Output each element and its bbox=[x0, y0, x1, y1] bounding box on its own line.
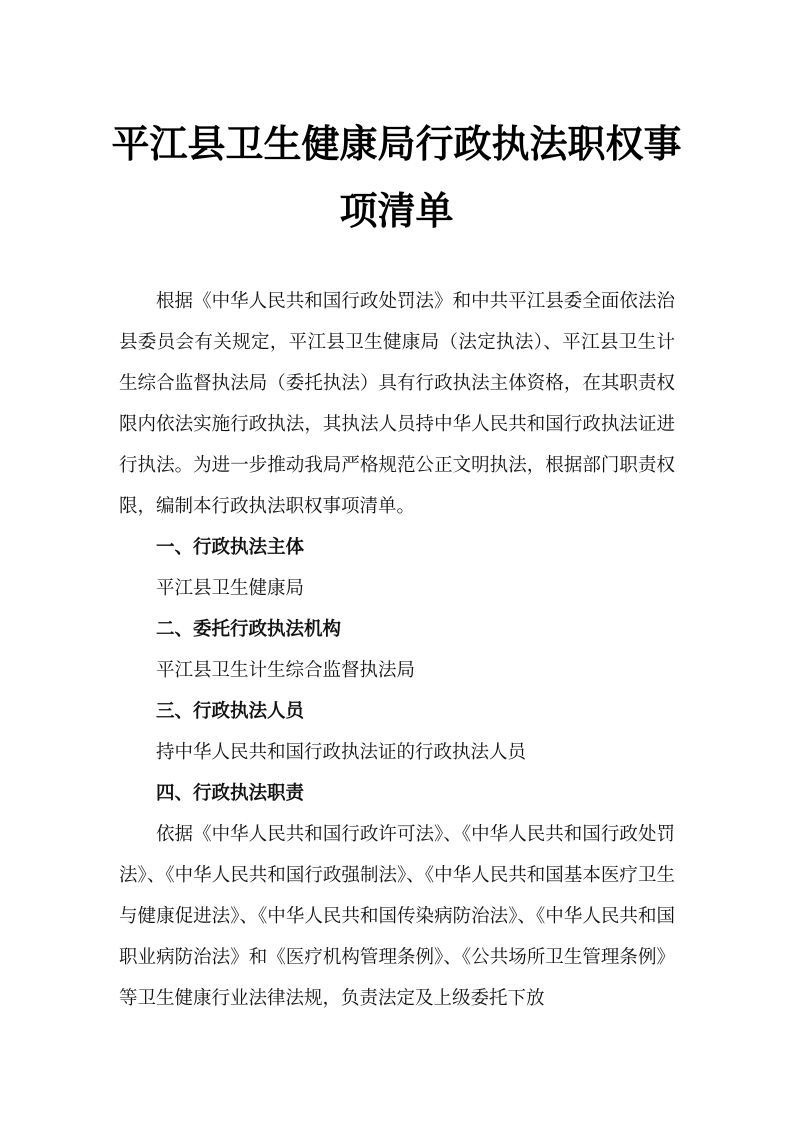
section-heading-personnel: 三、行政执法人员 bbox=[156, 701, 305, 722]
document-title-line-2: 项清单 bbox=[339, 189, 454, 233]
section-heading-entrusted-agency: 二、委托行政执法机构 bbox=[156, 619, 342, 640]
section-text-personnel: 持中华人民共和国行政执法证的行政执法人员 bbox=[156, 742, 527, 763]
section-heading-duties: 四、行政执法职责 bbox=[156, 783, 305, 804]
section-text-subject: 平江县卫生健康局 bbox=[156, 578, 305, 599]
section-heading-subject: 一、行政执法主体 bbox=[156, 537, 305, 558]
section-text-duties: 依据《中华人民共和国行政许可法》、《中华人民共和国行政处罚法》、《中华人民共和国行政强制法》、《中华人民共和国基本医疗卫生与健康促进法》、《中华人民共和国传染病防治法》、《中华人民共和国职业病防治法》和《医疗机构管理条例》、《公共场所卫生管理条例》等卫生健康行业法律法规，负责法定及上级委托下放 bbox=[119, 824, 675, 1009]
document-body bbox=[119, 281, 675, 1019]
section-text-entrusted-agency: 平江县卫生计生综合监督执法局 bbox=[156, 660, 416, 681]
intro-paragraph: 根据《中华人民共和国行政处罚法》和中共平江县委全面依法治县委员会有关规定，平江县卫生健康局（法定执法）、平江县卫生计生综合监督执法局（委托执法）具有行政执法主体资格，在其职责权限内依法实施行政执法，其执法人员持中华人民共和国行政执法证进行执法。为进一步推动我局严格规范公正文明执法，根据部门职责权限，编制本行政执法职权事项清单。 bbox=[119, 291, 675, 517]
document-title-line-1: 平江县卫生健康局行政执法职权事 bbox=[111, 122, 682, 166]
